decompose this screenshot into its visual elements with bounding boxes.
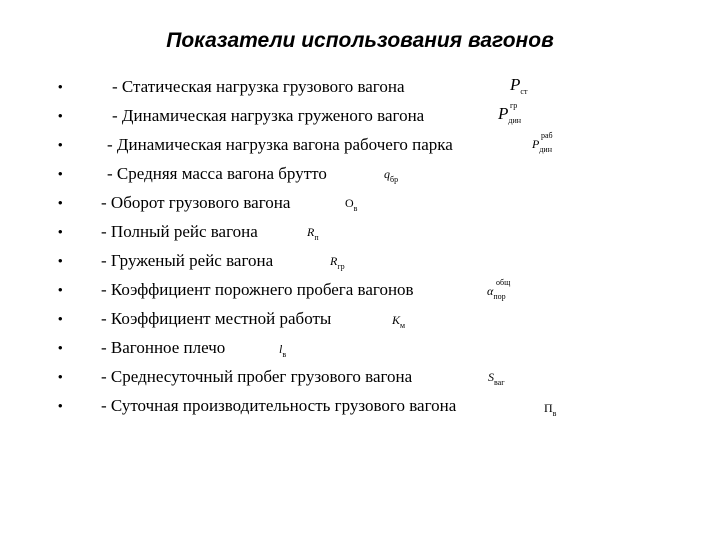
item-text: - Статическая нагрузка грузового вагона <box>112 77 405 96</box>
formula-symbol: $l_в$ <box>279 342 287 359</box>
list-item <box>0 103 720 132</box>
bullet-icon: • <box>58 108 63 123</box>
bullet-icon: • <box>58 282 63 297</box>
bullet-icon: • <box>58 79 63 94</box>
formula-symbol: α общ $_{пор}$ <box>487 278 511 301</box>
formula-symbol: $P_{ст}$ <box>510 75 528 96</box>
item-text: - Средняя масса вагона брутто <box>107 164 327 183</box>
item-text: - Динамическая нагрузка вагона рабочего парка <box>107 135 453 154</box>
list-item <box>0 161 720 190</box>
formula-symbol: P раб $_{дин}$ <box>532 131 553 154</box>
formula-symbol: $П_в$ <box>544 401 557 418</box>
list-item <box>0 132 720 161</box>
item-text: - Коэффициент местной работы <box>101 309 332 328</box>
bullet-icon: • <box>58 311 63 326</box>
list-item <box>0 74 720 103</box>
item-text: - Среднесуточный пробег грузового вагона <box>101 367 413 386</box>
list-item <box>0 248 720 277</box>
bullet-icon: • <box>58 137 63 152</box>
formula-symbol: $O_в$ <box>345 196 358 213</box>
item-text: - Динамическая нагрузка груженого вагона <box>112 106 425 125</box>
item-text: - Коэффициент порожнего пробега вагонов <box>101 280 414 299</box>
list-item <box>0 306 720 335</box>
slide-title: Показатели использования вагонов <box>166 29 554 52</box>
item-text: - Оборот грузового вагона <box>101 193 291 212</box>
item-text: - Суточная производительность грузового вагона <box>101 396 457 415</box>
item-text: - Вагонное плечо <box>101 338 226 357</box>
list-item <box>0 190 720 219</box>
formula-symbol: P гр $_{дин}$ <box>498 101 522 125</box>
list-item <box>0 364 720 393</box>
bullet-icon: • <box>58 195 63 210</box>
formula-symbol: $R_п$ <box>307 225 319 242</box>
formula-symbol: $q_{бр}$ <box>384 167 399 184</box>
item-text: - Полный рейс вагона <box>101 222 258 241</box>
formula-symbol: $K_м$ <box>392 313 406 330</box>
bullet-icon: • <box>58 224 63 239</box>
bullet-icon: • <box>58 369 63 384</box>
formula-symbol: $R_{гр}$ <box>330 254 345 271</box>
list-item <box>0 393 720 422</box>
formula-symbol: $S_{ваг}$ <box>488 370 505 387</box>
list-item <box>0 335 720 364</box>
bullet-icon: • <box>58 398 63 413</box>
bullet-icon: • <box>58 253 63 268</box>
list-item <box>0 277 720 306</box>
list-item <box>0 219 720 248</box>
item-text: - Груженый рейс вагона <box>101 251 274 270</box>
bullet-icon: • <box>58 166 63 181</box>
indicator-list <box>0 74 720 422</box>
bullet-icon: • <box>58 340 63 355</box>
